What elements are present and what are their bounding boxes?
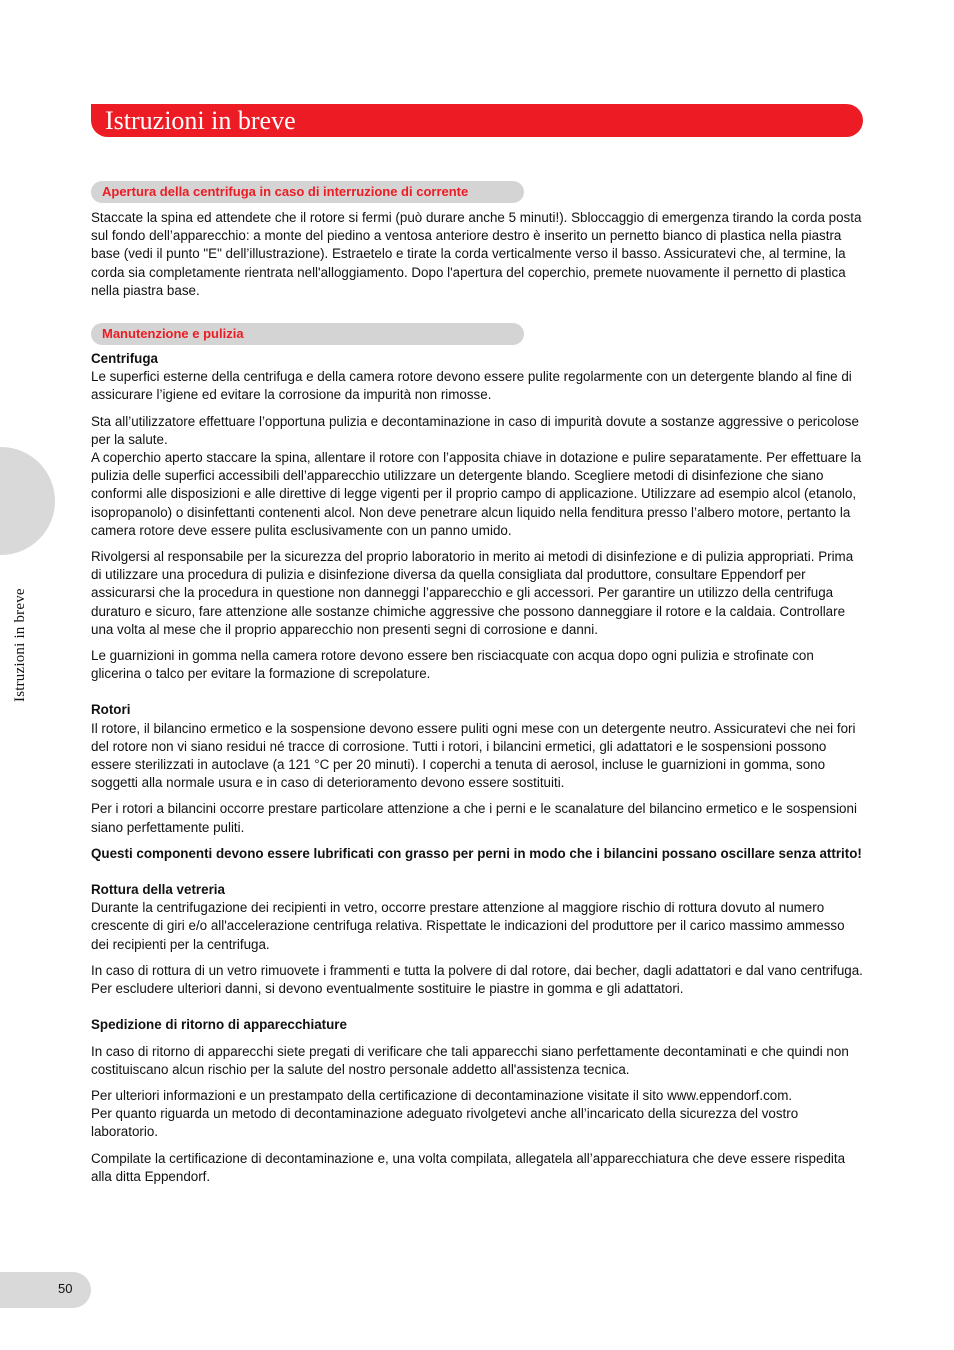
page-title-bar bbox=[91, 104, 863, 137]
paragraph: Per i rotori a bilancini occorre prestare particolare attenzione a che i perni e le scanalature del bilancino ermetico e le sospensioni siano perfettamente puliti. bbox=[91, 801, 857, 835]
section-heading-label: Apertura della centrifuga in caso di interruzione di corrente bbox=[102, 184, 469, 199]
section-maintenance-body bbox=[91, 350, 866, 1186]
paragraph: Le superfici esterne della centrifuga e della camera rotore devono essere pulite regolarmente con un detergente blando al fine di assicurare l’igiene ed evitare la corrosione da impurità non rimosse. bbox=[91, 369, 852, 403]
page-number-pill bbox=[0, 1272, 91, 1308]
section-heading-power-failure bbox=[91, 181, 524, 203]
paragraph: In caso di ritorno di apparecchi siete pregati di verificare che tali apparecchi siano perfettamente decontaminati e che quindi non costituiscano alcun rischio per la salute del nostro personale addetto all'assistenza tecnica. bbox=[91, 1043, 849, 1077]
section-heading-maintenance bbox=[91, 323, 524, 345]
side-tab bbox=[0, 447, 55, 555]
subheading-rotori: Rotori bbox=[91, 702, 131, 718]
paragraph: Sta all’utilizzatore effettuare l’opportuna pulizia e decontaminazione in caso di impurità dovute a sostanze aggressive o pericolose per la salute. bbox=[91, 413, 859, 447]
paragraph: Rivolgersi al responsabile per la sicurezza del proprio laboratorio in merito ai metodi di disinfezione e di pulizia appropriati. Prima di utilizzare una procedura di pulizia e disinfezione diversa da quella consigliata dal produttore, consultare Eppendorf per assicurarsi che la procedura in questione non danneggi l’apparecchio e gli accessori. Per garantire un utilizzo della centrifuga duraturo e sicuro, fare attenzione alle sostanze chimiche aggressive che possono danneggiare il rotore e la caldaia. Controllare una volta al mese che il proprio apparecchio non presenti segni di corrosione e danni. bbox=[91, 549, 854, 637]
subheading-centrifuga: Centrifuga bbox=[91, 351, 158, 366]
paragraph: Durante la centrifugazione dei recipienti in vetro, occorre prestare attenzione al maggiore rischio di rottura dovuto al numero crescente di giri e/o all'accelerazione centrifuga relativa. Rispettate le indicazioni del produttore per il carico massimo ammesso dei recipienti per la centrifuga. bbox=[91, 900, 845, 952]
paragraph: Per escludere ulteriori danni, si devono eventualmente sostituire le piastre in gomma e gli adattatori. bbox=[91, 981, 684, 997]
paragraph: Per ulteriori informazioni e un prestampato della certificazione di decontaminazione visitate il sito www.eppendorf.com. bbox=[91, 1087, 793, 1103]
subheading-spedizione: Spedizione di ritorno di apparecchiature bbox=[91, 1017, 347, 1033]
side-label: Istruzioni in breve bbox=[12, 588, 28, 702]
section-power-failure-body bbox=[91, 209, 866, 300]
page-title: Istruzioni in breve bbox=[105, 106, 296, 135]
section-heading-label: Manutenzione e pulizia bbox=[102, 326, 244, 341]
paragraph: Compilate la certificazione di decontaminazione e, una volta compilata, allegatela all’apparecchiatura che deve essere rispedita alla ditta Eppendorf. bbox=[91, 1150, 846, 1184]
paragraph: Staccate la spina ed attendete che il rotore si fermi (può durare anche 5 minuti!). Sbloccaggio di emergenza tirando la corda posta sul fondo dell’apparecchio: a monte del piedino a ventosa anteriore destro è inserito un pernetto bianco di plastica nella piastra base (vedi il punto "E" dell’illustrazione). Estraetelo e tirate la corda verticalmente verso il basso. Assicuratevi che, al termine, la corda sia completamente rientrata nell'alloggiamento. Dopo l'apertura del coperchio, premete nuovamente il pernetto di plastica nella piastra base. bbox=[91, 210, 862, 298]
paragraph: A coperchio aperto staccare la spina, allentare il rotore con l’apposita chiave in dotazione e pulire separatamente. Per effettuare la pulizia delle superfici accessibili dell’apparecchio utilizzare un detergente blando. Scegliere metodi di disinfezione che siano conformi alle disposizioni e alle direttive di legge vigenti per il proprio campo di applicazione. Utilizzare ad esempio alcol (etanolo, isopropanolo) o disinfettanti contenenti alcol. Non deve penetrare alcun liquido nella fenditura presso l’albero motore, pertanto la camera rotore deve essere pulita esclusivamente con un panno umido. bbox=[91, 450, 862, 538]
paragraph: Per quanto riguarda un metodo di decontaminazione adeguato rivolgetevi anche all’incaricato della sicurezza del vostro laboratorio. bbox=[91, 1106, 799, 1140]
subheading-vetreria: Rottura della vetreria bbox=[91, 882, 225, 898]
page-number: 50 bbox=[58, 1281, 73, 1296]
paragraph: Il rotore, il bilancino ermetico e la sospensione devono essere puliti ogni mese con un detergente neutro. Assicuratevi che nei fori del rotore non vi siano residui né tracce di corrosione. Tutti i rotori, i bilancini ermetici, gli adattatori e le sospensioni possono essere sterilizzati in autoclave (a 121 °C per 20 minuti). I coperchi a tenuta di aerosol, incluse le guarnizioni in gomma, sono soggetti alla normale usura e in caso di deterioramento devono essere sostituiti. bbox=[91, 720, 856, 791]
paragraph: In caso di rottura di un vetro rimuovete i frammenti e tutta la polvere di dal rotore, dai becher, dagli adattatori e dal vano centrifuga. bbox=[91, 962, 863, 978]
warning-paragraph: Questi componenti devono essere lubrificati con grasso per perni in modo che i bilancini possano oscillare senza attrito! bbox=[91, 845, 862, 861]
paragraph: Le guarnizioni in gomma nella camera rotore devono essere ben risciacquate con acqua dopo ogni pulizia e strofinate con glicerina o talco per evitare la formazione di screpolature. bbox=[91, 648, 814, 682]
